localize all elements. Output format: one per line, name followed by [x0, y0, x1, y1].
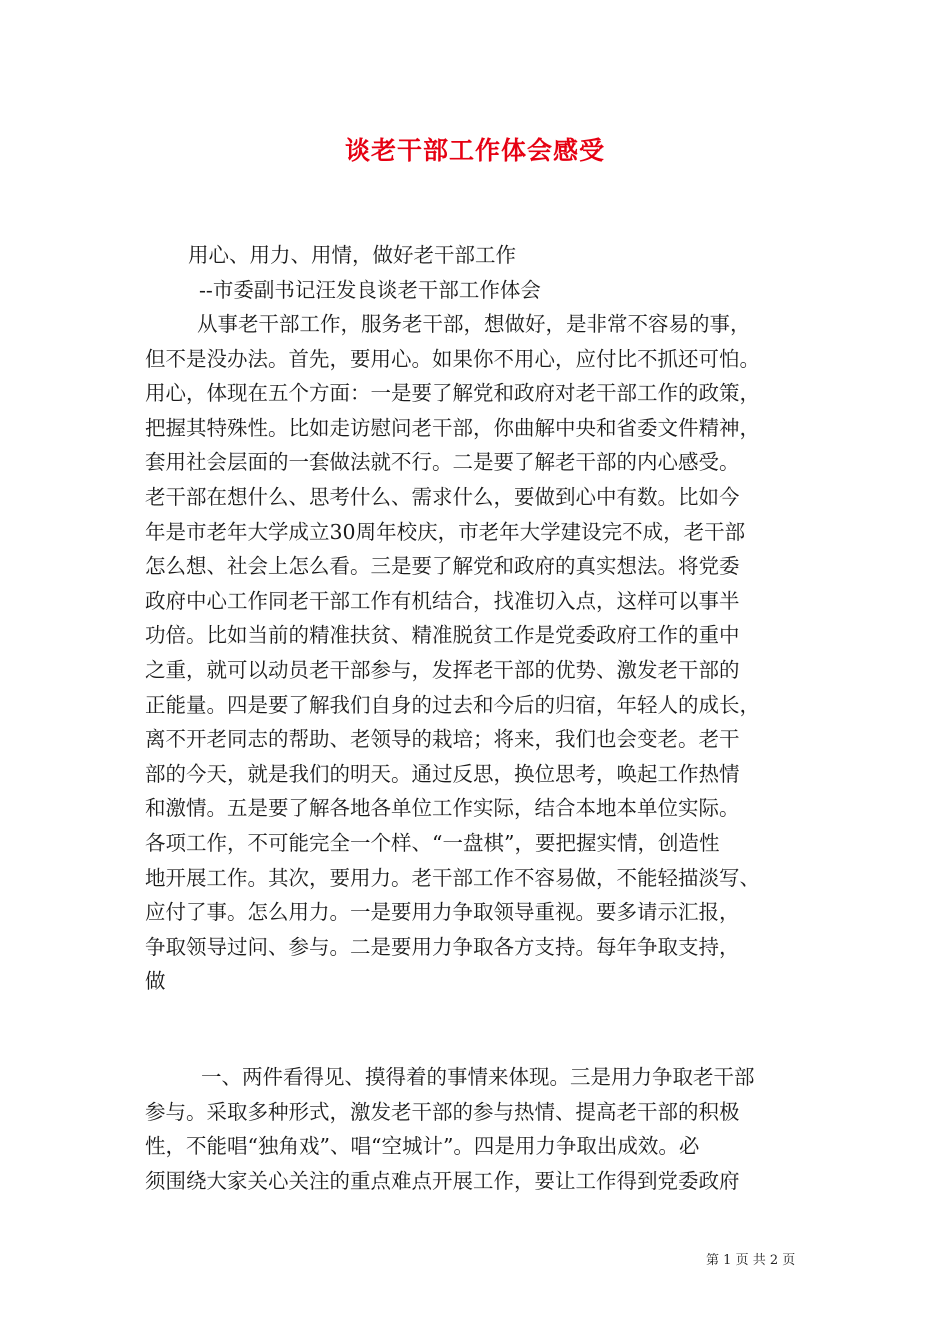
paragraph-line: 之重，就可以动员老干部参与，发挥老干部的优势、激发老干部的 — [145, 657, 740, 682]
document-title: 谈老干部工作体会感受 — [344, 136, 605, 165]
paragraph-1 — [145, 307, 821, 999]
paragraph-2 — [145, 1060, 821, 1198]
footer-middle: 页 共 — [735, 1253, 766, 1268]
paragraph-line: 各项工作，不可能完全一个样、“一盘棋”，要把握实情，创造性 — [145, 830, 720, 855]
paragraph-line: 政府中心工作同老干部工作有机结合，找准切入点，这样可以事半 — [145, 588, 740, 613]
document-subtitle: 用心、用力、用情，做好老干部工作 — [188, 243, 516, 267]
paragraph-line: 一、两件看得见、摸得着的事情来体现。三是用力争取老干部 — [201, 1065, 755, 1089]
paragraph-line: 但不是没办法。首先，要用心。如果你不用心，应付比不抓还可怕。 — [145, 346, 760, 371]
paragraph-line: 和激情。五是要了解各地各单位工作实际，结合本地本单位实际。 — [145, 796, 740, 821]
footer-prefix: 第 — [706, 1253, 720, 1268]
paragraph-line: 做 — [145, 969, 166, 994]
paragraph-line: 性，不能唱“独角戏”、唱“空城计”。四是用力争取出成效。必 — [145, 1134, 700, 1159]
paragraph-line: 老干部在想什么、思考什么、需求什么，要做到心中有数。比如今 — [145, 484, 740, 509]
paragraph-line: 从事老干部工作，服务老干部，想做好，是非常不容易的事， — [197, 312, 751, 336]
paragraph-line: 年是市老年大学成立30周年校庆，市老年大学建设完不成，老干部 — [145, 519, 746, 544]
paragraph-line: 怎么想、社会上怎么看。三是要了解党和政府的真实想法。将党委 — [145, 554, 740, 579]
paragraph-line: 用心，体现在五个方面：一是要了解党和政府对老干部工作的政策， — [145, 381, 760, 406]
paragraph-line: 离不开老同志的帮助、老领导的栽培；将来，我们也会变老。老干 — [145, 727, 740, 752]
document-byline: --市委副书记汪发良谈老干部工作体会 — [199, 278, 541, 302]
paragraph-line: 须围绕大家关心关注的重点难点开展工作，要让工作得到党委政府 — [145, 1168, 740, 1193]
paragraph-line: 地开展工作。其次，要用力。老干部工作不容易做，不能轻描淡写、 — [145, 865, 760, 890]
paragraph-line: 部的今天，就是我们的明天。通过反思，换位思考，唤起工作热情 — [145, 761, 740, 786]
total-pages-number: 2 — [769, 1253, 779, 1268]
footer-suffix: 页 — [782, 1253, 796, 1268]
paragraph-line: 应付了事。怎么用力。一是要用力争取领导重视。要多请示汇报， — [145, 900, 740, 925]
paragraph-line: 套用社会层面的一套做法就不行。二是要了解老干部的内心感受。 — [145, 450, 740, 475]
paragraph-line: 正能量。四是要了解我们自身的过去和今后的归宿，年轻人的成长， — [145, 692, 760, 717]
paragraph-line: 争取领导过问、参与。二是要用力争取各方支持。每年争取支持， — [145, 934, 740, 959]
current-page-number: 1 — [723, 1253, 732, 1268]
paragraph-line: 把握其特殊性。比如走访慰问老干部，你曲解中央和省委文件精神， — [145, 415, 760, 440]
page-footer — [706, 1249, 795, 1268]
paragraph-line: 功倍。比如当前的精准扶贫、精准脱贫工作是党委政府工作的重中 — [145, 623, 740, 648]
paragraph-line: 参与。采取多种形式，激发老干部的参与热情、提高老干部的积极 — [145, 1099, 740, 1124]
